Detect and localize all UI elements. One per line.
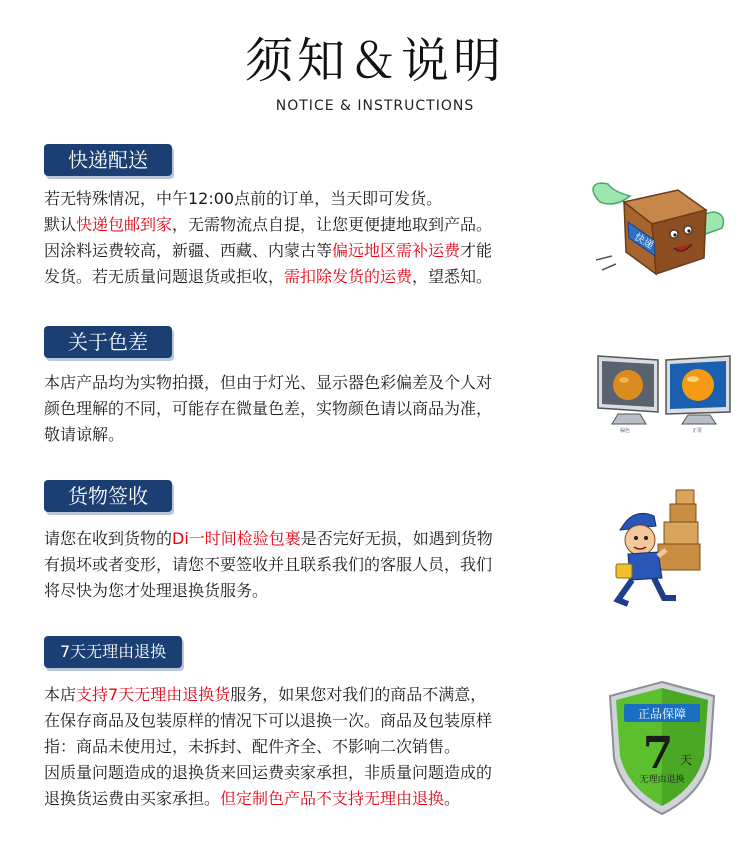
body-text: 本店: [44, 685, 77, 704]
body-text: 因质量问题造成的退换货来回运费卖家承担，非质量问题造成的: [44, 763, 493, 782]
text-line: [44, 682, 584, 708]
body-text: 在保存商品及包装原样的情况下可以退换一次。商品及包装原样: [44, 711, 493, 730]
body-text: 请您在收到货物的: [44, 529, 173, 548]
badge-unit: 天: [680, 753, 693, 767]
text-line: [44, 734, 584, 760]
body-text: 若无特殊情况，中午12:00点前的订单，当天即可发货。: [44, 189, 443, 208]
text-line: [44, 212, 584, 238]
text-line: [44, 578, 584, 604]
highlight-text: 偏远地区需补运费: [332, 241, 461, 260]
text-line: [44, 396, 584, 422]
text-line: [44, 786, 584, 812]
text-line: [44, 238, 584, 264]
body-text: 才能: [460, 241, 493, 260]
body-text: 是否完好无损，如遇到货物: [300, 529, 493, 548]
section-tag-shipping: 快递配送: [44, 144, 172, 176]
guarantee-shield-icon: [606, 680, 718, 816]
page-subtitle: NOTICE & INSTRUCTIONS: [275, 98, 475, 114]
section-text-return: [44, 682, 584, 812]
body-text: 本店产品均为实物拍摄，但由于灯光、显示器色彩偏差及个人对: [44, 373, 493, 392]
text-line: [44, 526, 584, 552]
body-text: 退换货运费由买家承担。: [44, 789, 221, 808]
section-tag-return: 7天无理由退换: [44, 636, 182, 668]
page-title: 须知＆说明: [244, 33, 505, 89]
body-text: 指：商品未使用过，未拆封、配件齐全、不影响二次销售。: [44, 737, 461, 756]
text-line: [44, 370, 584, 396]
text-line: [44, 186, 584, 212]
badge-top-text: 正品保障: [637, 707, 687, 721]
highlight-text: 快递包邮到家: [76, 215, 173, 234]
highlight-text: Di一时间检验包裹: [172, 529, 301, 548]
section-tag-color-difference: 关于色差: [44, 326, 172, 358]
section-text-shipping: [44, 186, 584, 290]
body-text: ，望悉知。: [412, 267, 493, 286]
highlight-text: 但定制色产品不支持无理由退换: [220, 789, 445, 808]
section-tag-receipt: 货物签收: [44, 480, 172, 512]
highlight-text: 需扣除发货的运费: [284, 267, 413, 286]
flying-box-icon: [582, 176, 732, 286]
section-text-receipt: [44, 526, 584, 604]
body-text: 敬请谅解。: [44, 425, 125, 444]
body-text: 有损坏或者变形，请您不要签收并且联系我们的客服人员，我们: [44, 555, 493, 574]
body-text: 默认: [44, 215, 77, 234]
badge-number: 7: [642, 728, 674, 779]
body-text: 。: [444, 789, 461, 808]
body-text: 将尽快为您才处理退换货服务。: [44, 581, 269, 600]
body-text: 发货。若无质量问题退货或拒收，: [44, 267, 285, 286]
monitor-label-left: 偏色: [620, 428, 631, 434]
body-text: 服务，如果您对我们的商品不满意，: [230, 685, 487, 704]
monitor-compare-icon: [596, 352, 736, 434]
body-text: 颜色理解的不同，可能存在微量色差，实物颜色请以商品为准，: [44, 399, 493, 418]
text-line: [44, 760, 584, 786]
text-line: [44, 422, 584, 448]
body-text: ，无需物流点自提，让您更便捷地取到产品。: [172, 215, 493, 234]
text-line: [44, 552, 584, 578]
badge-bottom-text: 无理由退换: [639, 775, 685, 785]
monitor-label-right: 正常: [692, 428, 703, 434]
courier-icon: [606, 484, 732, 608]
highlight-text: 支持7天无理由退换货: [76, 685, 231, 704]
text-line: [44, 264, 584, 290]
text-line: [44, 708, 584, 734]
section-text-color-difference: [44, 370, 584, 448]
box-label: 快递: [632, 231, 656, 252]
body-text: 因涂料运费较高，新疆、西藏、内蒙古等: [44, 241, 333, 260]
